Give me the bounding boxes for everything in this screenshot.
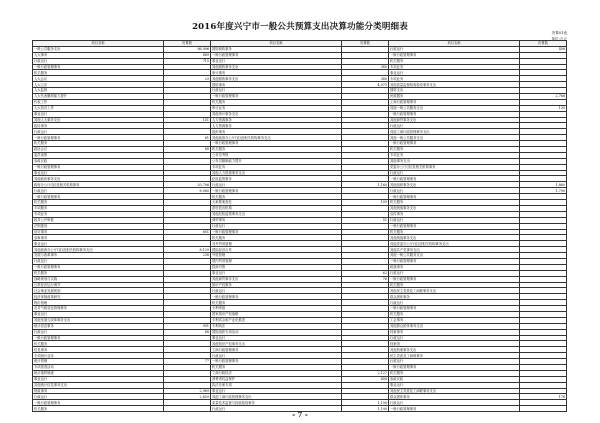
amount-cell: 109 [342,200,389,206]
item-name-cell: 一般行政管理事务 [389,141,520,147]
item-name-cell: 事业运行 [33,170,164,176]
item-name-cell: 其他知识产权事务支出 [211,341,342,347]
item-name-cell: 机关服务 [389,229,520,235]
item-name-cell: 行政运行 [211,182,342,188]
item-name-cell: 民政服务 [389,94,520,100]
item-name-cell: 组织事务 [211,129,342,135]
item-name-cell: 一般行政管理事务 [211,229,342,235]
item-name-cell: 纪检监察事务 [211,176,342,182]
item-name-cell: 档案馆 [389,341,520,347]
item-name-cell: 其他质量监督检验检疫事务支出 [389,82,520,88]
table-body [33,46,567,411]
amount-cell: 601 [164,229,211,235]
amount-cell: 23 [164,76,211,82]
amount-cell: 1,190 [342,400,389,406]
item-name-cell: 一般行政管理事务 [33,194,164,200]
item-name-cell: 其他政府办公厅(室)及相关机构事务支出 [211,135,342,141]
item-name-cell: 机关服务 [33,406,164,412]
amount-cell: 408 [520,46,567,52]
item-name-cell: 大案要案查处 [211,200,342,206]
amount-cell: 715 [164,58,211,64]
item-name-cell: 外资管理 [211,253,342,259]
form-number: 决算01表 [551,31,567,35]
column-header-amount: 决算数 [342,41,389,47]
page-title: 2016年度兴宁市一般公共预算支出决算功能分类明细表 [192,22,408,32]
item-name-cell: 行政运行 [389,359,520,365]
item-name-cell: 一般行政管理事务 [211,359,342,365]
item-name-cell: 专项业务 [389,64,520,70]
item-name-cell: 其他商贸事务支出 [211,276,342,282]
item-name-cell: 消费者权益保护 [211,376,342,382]
item-name-cell: 政府办公厅(室)及相关机构事务 [33,182,164,188]
item-name-cell: 行政运行 [33,129,164,135]
item-name-cell: 机关服务 [33,200,164,206]
item-name-cell: 对外贸易管理 [211,241,342,247]
item-name-cell: 行政运行 [389,188,520,194]
item-name-cell: 机关服务 [33,270,164,276]
column-header-name: 项目名称 [389,41,520,47]
item-name-cell: 行政运行 [389,123,520,129]
amount-cell: 151 [164,117,211,123]
item-name-cell: 一般行政管理事务 [33,64,164,70]
item-name-cell: 信息事务 [33,347,164,353]
item-name-cell: 行政运行 [389,335,520,341]
item-name-cell: 其他工商行政管理事务支出 [211,394,342,400]
item-name-cell: 机关服务 [389,370,520,376]
item-name-cell: 审计业务 [211,105,342,111]
item-name-cell: 机关服务 [389,200,520,206]
amount-cell: 68 [164,329,211,335]
item-name-cell: 行政运行 [33,188,164,194]
amount-cell: 2,659 [164,394,211,400]
item-name-cell: 统战事务 [389,264,520,270]
page-number: - 7 - [292,410,308,419]
item-name-cell: 一般行政管理事务 [33,264,164,270]
item-name-cell: 事业运行 [33,241,164,247]
column-header-name: 项目名称 [33,41,164,47]
item-name-cell: 政协事务 [33,123,164,129]
amount-cell: 130 [520,105,567,111]
item-name-cell: 应对气候变化管理事务 [33,306,164,312]
item-name-cell: 一般行政管理事务 [211,188,342,194]
item-name-cell: 其他工商行政管理事务支出 [389,129,520,135]
item-name-cell: 工会事务 [389,317,520,323]
item-name-cell: 一般行政管理事务 [389,406,520,412]
amount-cell: 1,860 [520,182,567,188]
item-name-cell: 行政运行 [211,88,342,94]
amount-cell: 88 [164,147,211,153]
item-name-cell: 专项统计业务 [33,353,164,359]
column-header-amount: 决算数 [164,41,211,47]
amount-cell: 8,080 [164,188,211,194]
item-name-cell: 机关服务 [211,235,342,241]
amount-cell: 238 [164,253,211,259]
amount-cell: 81 [164,135,211,141]
amount-cell: 408 [342,376,389,382]
item-name-cell: 参事事务 [33,235,164,241]
item-name-cell: 事业运行 [33,376,164,382]
item-name-cell: 公务员考核 [211,152,342,158]
item-name-cell: 专项普查活动 [33,364,164,370]
item-name-cell: 其他政协事务支出 [33,176,164,182]
item-name-cell: 机关服务 [211,99,342,105]
item-name-cell: 其他税收事务支出 [211,64,342,70]
amount-cell: 2,768 [520,94,567,100]
item-name-cell: 派驻派出机构 [211,205,342,211]
item-name-cell: 事业运行 [211,388,342,394]
item-name-cell: 人大事务 [33,52,164,58]
item-name-cell: 专项业务 [389,76,520,82]
item-name-cell: 机关服务 [211,300,342,306]
item-name-cell: 一般行政管理事务 [33,135,164,141]
item-name-cell: 一般行政管理事务 [389,52,520,58]
item-name-cell: 其他事务支出 [389,158,520,164]
item-name-cell: 政务公开审批 [33,217,164,223]
item-name-cell: 其他群众团体事务支出 [389,323,520,329]
amount-cell: 380 [342,64,389,70]
item-name-cell: 行政运行 [33,58,164,64]
item-name-cell: 事业运行 [33,311,164,317]
column-header-name: 项目名称 [211,41,342,47]
item-name-cell: 其他人大事务支出 [33,117,164,123]
item-name-cell: 招商引资 [211,264,342,270]
amount-cell: 901 [164,323,211,329]
item-name-cell: 代表工作 [33,99,164,105]
item-name-cell: 统计抽样调查 [33,370,164,376]
amount-cell: 1,190 [342,406,389,412]
item-name-cell: 事业运行 [211,58,342,64]
item-name-cell: 日常经济运行调节 [33,282,164,288]
item-name-cell: 其他民主党派及工商联事务支出 [389,388,520,394]
item-name-cell: 人大监督 [33,88,164,94]
item-name-cell: 其他一般公共服务支出 [389,135,520,141]
item-name-cell: 机关服务 [33,70,164,76]
item-name-cell: 工商行政管理事务 [211,347,342,353]
item-name-cell: 专项业务 [211,164,342,170]
item-name-cell: 群众团体事务 [389,294,520,300]
item-name-cell: 宣传事务 [389,211,520,217]
amount-cell: 176 [520,394,567,400]
item-name-cell: 一般行政管理事务 [389,276,520,282]
item-name-cell: 国内贸易管理 [211,258,342,264]
item-name-cell: 群众团体事务 [389,394,520,400]
amount-cell: 4,075 [342,82,389,88]
item-name-cell: 委员视察 [33,152,164,158]
item-name-cell: 民主党派及工商联事务 [389,353,520,359]
amount-cell: 76 [342,276,389,282]
item-name-cell: 机关服务 [33,341,164,347]
amount-cell: 2,127 [342,370,389,376]
item-name-cell: 法制建设 [33,223,164,229]
item-name-cell: 其他民主党派及工商联事务支出 [389,288,520,294]
item-name-cell: 行政运行 [33,258,164,264]
item-name-cell: 发展与改革事务 [33,253,164,259]
item-name-cell: 一般行政管理事务 [389,258,520,264]
item-name-cell: 事业运行 [389,70,520,76]
item-name-cell: 执法办案专项 [211,382,342,388]
item-name-cell: 参政议政 [389,376,520,382]
item-name-cell: 经济体制改革研究 [33,294,164,300]
item-name-cell: 专项服务 [33,205,164,211]
item-name-cell: 机关服务 [211,194,342,200]
item-name-cell: 其他共产党事务支出 [389,247,520,253]
item-name-cell: 一般行政管理事务 [211,141,342,147]
item-name-cell: 行政运行 [33,394,164,400]
item-name-cell: 一般行政管理事务 [33,400,164,406]
item-name-cell: 行政运行 [389,270,520,276]
item-name-cell: 审计事务 [211,70,342,76]
item-name-cell: 公务员履职能力提升 [211,158,342,164]
amount-cell: 8,120 [164,247,211,253]
item-name-cell: 国际组织专项活动 [211,329,342,335]
item-name-cell: 质量技术监督与检验检疫事务 [211,400,342,406]
item-name-cell: 其他发展与改革事务支出 [33,317,164,323]
amount-cell: 1,790 [520,188,567,194]
item-name-cell: 机关服务 [389,311,520,317]
amount-cell: 1,160 [342,182,389,188]
item-name-cell: 人大代表履职能力提升 [33,94,164,100]
item-name-cell: 国家知识产权战略 [211,311,342,317]
item-name-cell: 知识产权事务 [211,282,342,288]
item-name-cell: 专利审批 [211,306,342,312]
item-name-cell: 一般行政管理事务 [389,176,520,182]
item-name-cell: 一般行政管理事务 [211,94,342,100]
item-name-cell: 工商行政管理事务 [389,99,520,105]
item-name-cell: 档案事务 [389,329,520,335]
item-name-cell: 其他档案事务支出 [389,347,520,353]
amount-cell: 20,706 [164,182,211,188]
amount-cell: 51 [342,217,389,223]
item-name-cell: 事业运行 [211,335,342,341]
item-name-cell: 一般行政管理事务 [389,194,520,200]
item-name-cell: 统计信息事务 [33,323,164,329]
item-name-cell: 行政运行 [389,300,520,306]
item-name-cell: 其他统战事务支出 [389,235,520,241]
item-name-cell: 其他政府办公厅(室)及相关机构事务支出 [33,247,164,253]
unit-label: 单位:万元 [551,37,567,41]
item-name-cell: 人大信访工作 [33,105,164,111]
item-name-cell: 行政运行 [211,406,342,412]
item-name-cell: 一般公共服务支出 [33,46,164,52]
column-header-amount: 决算数 [520,41,567,47]
item-name-cell: 党委办公厅(室)及相关机构事务 [389,164,520,170]
item-name-cell: 其他纪检监察事务支出 [211,211,342,217]
item-name-cell: 其他一般公共服务支出 [389,253,520,259]
amount-cell: 889 [164,52,211,58]
item-name-cell: 其他审计事务支出 [211,111,342,117]
item-name-cell: 其他人力资源事务支出 [211,170,342,176]
item-name-cell: 专利执法 [211,323,342,329]
item-name-cell: 事业运行 [211,270,342,276]
item-name-cell: 其他组织事务支出 [389,182,520,188]
item-name-cell: 商贸事务 [211,217,342,223]
item-name-cell: 机关服务 [211,364,342,370]
item-name-cell: 人大会议 [33,76,164,82]
item-name-cell: 事业运行 [33,111,164,117]
item-name-cell: 行政运行 [211,353,342,359]
item-name-cell: 战略规划与实施 [33,276,164,282]
item-name-cell: 国防支出 [389,88,520,94]
item-name-cell: 政协会议 [33,147,164,153]
item-name-cell: 物价管理 [33,300,164,306]
item-name-cell: 机关服务 [389,282,520,288]
amount-cell: 380 [342,76,389,82]
item-name-cell: 机关服务 [211,147,342,153]
item-name-cell: 其他党委办公厅(室)及相关机构事务支出 [389,241,520,247]
item-name-cell: 国防税收事务 [211,46,342,52]
item-name-cell: 统计管理 [33,359,164,365]
item-name-cell: 其他统计信息事务支出 [33,382,164,388]
item-name-cell: 一般行政管理事务 [389,111,520,117]
item-name-cell: 一般行政管理事务 [33,164,164,170]
item-name-cell: 其他统战事务支出 [389,205,520,211]
item-name-cell: 社会事业发展规划 [33,288,164,294]
item-name-cell: 财政事务 [33,388,164,394]
item-name-cell: 行政运行 [389,217,520,223]
item-name-cell: 机关服务 [389,147,520,153]
item-name-cell: 事业运行 [389,382,520,388]
item-name-cell: 行政运行 [389,400,520,406]
item-name-cell: 专项业务 [389,152,520,158]
item-name-cell: 一般行政管理事务 [211,52,342,58]
item-name-cell: 信访事务 [33,229,164,235]
amount-cell: 77 [164,359,211,365]
item-name-cell: 一般行政管理事务 [389,223,520,229]
item-name-cell: 行政运行 [389,170,520,176]
item-name-cell: 其他一般公共服务支出 [389,105,520,111]
item-name-cell: 行政运行 [33,329,164,335]
item-name-cell: 工商行政执法 [211,370,342,376]
item-name-cell: 行政运行 [389,46,520,52]
amount-cell: 2,969 [164,388,211,394]
amount-cell: 86,996 [164,46,211,52]
item-name-cell: 机关服务 [33,141,164,147]
item-name-cell: 行政运行 [211,288,342,294]
item-name-cell: 一般行政管理事务 [389,364,520,370]
item-name-cell: 机关服务 [389,58,520,64]
item-name-cell: 其他税收事务支出 [211,76,342,82]
item-name-cell: 专项业务 [33,211,164,217]
budget-table [32,40,567,412]
item-name-cell: 其他商贸事务支出 [389,117,520,123]
item-name-cell: 一般行政管理事务 [211,294,342,300]
item-name-cell: 专利试点和产业化推进 [211,317,342,323]
amount-cell: 62 [342,270,389,276]
item-name-cell: 人大立法 [33,82,164,88]
item-name-cell: 参政议政 [33,158,164,164]
item-name-cell: 人力资源事务 [211,117,342,123]
item-name-cell: 行政运行 [211,223,342,229]
item-name-cell: 国际经济合作 [211,247,342,253]
item-name-cell: 一般行政管理事务 [389,306,520,312]
item-name-cell: 人力资源事务 [211,123,342,129]
item-name-cell: 国防事务 [211,82,342,88]
item-name-cell: 一般行政管理事务 [33,335,164,341]
